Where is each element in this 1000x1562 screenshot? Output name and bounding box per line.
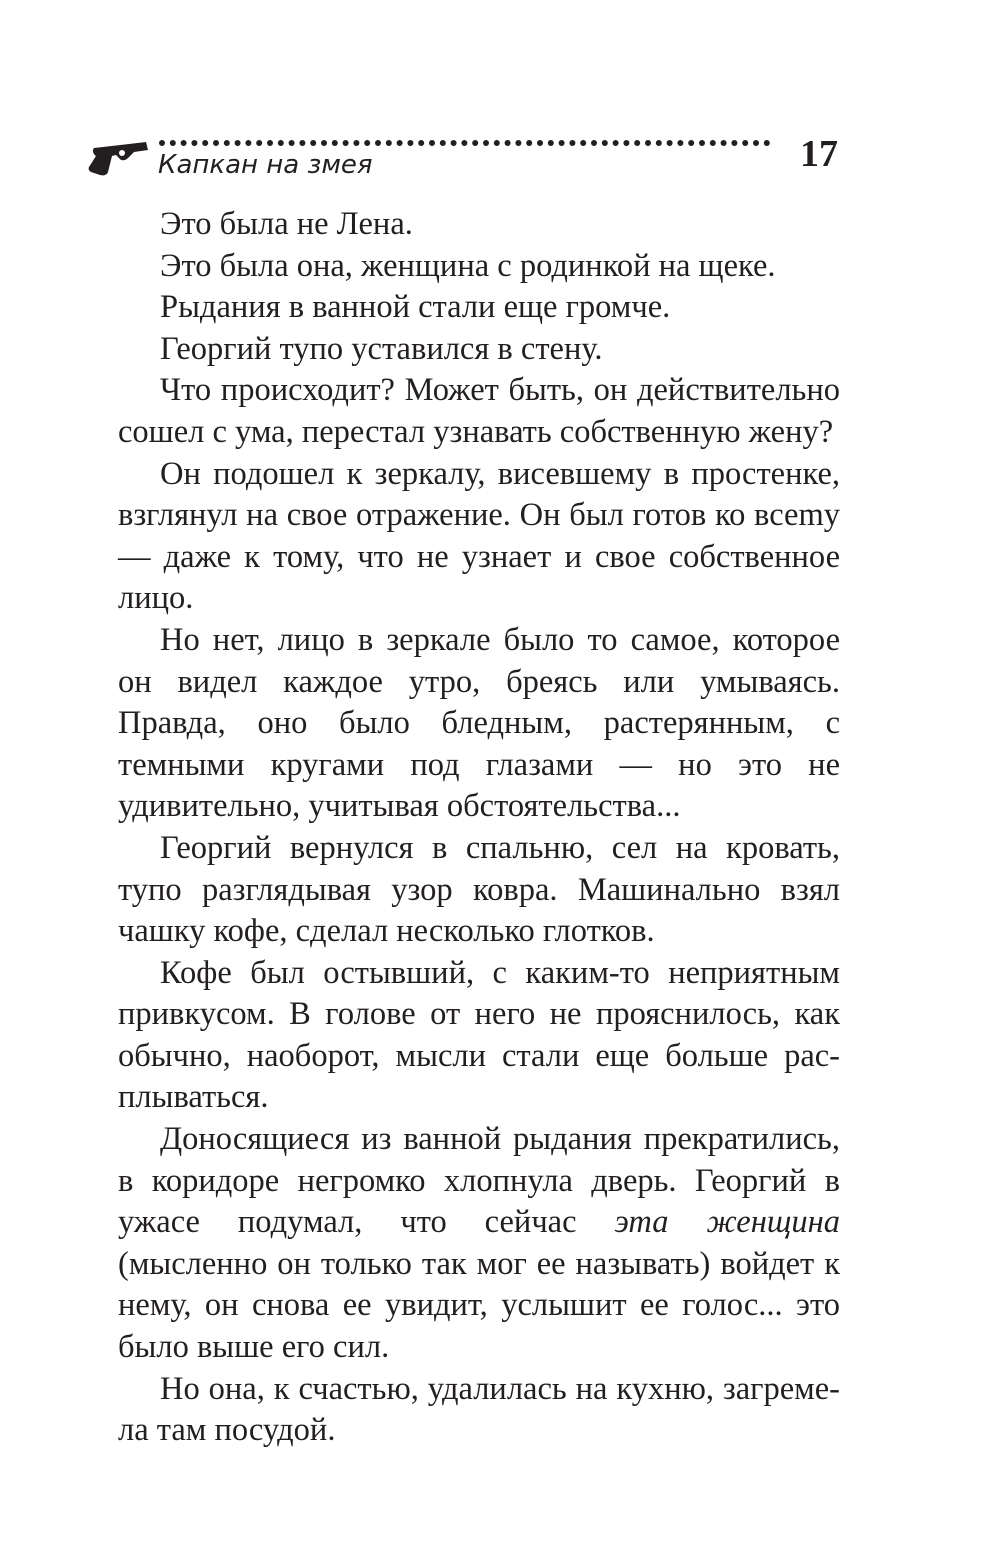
rule-dot	[332, 140, 338, 146]
rule-dot	[375, 140, 381, 146]
rule-dot	[364, 140, 370, 146]
rule-dot	[386, 140, 392, 146]
rule-dot	[483, 140, 489, 146]
paragraph: Рыдания в ванной стали еще громче.	[160, 289, 671, 326]
rule-dot	[742, 140, 748, 146]
paragraph: Георгий тупо уставился в стену.	[160, 330, 603, 367]
header-dotted-rule	[158, 138, 848, 148]
rule-dot	[634, 140, 640, 146]
rule-dot	[202, 140, 208, 146]
rule-dot	[299, 140, 305, 146]
rule-dot	[677, 140, 683, 146]
rule-dot	[181, 140, 187, 146]
rule-dot	[418, 140, 424, 146]
rule-dot	[289, 140, 295, 146]
rule-dot	[753, 140, 759, 146]
rule-dot	[710, 140, 716, 146]
rule-dot	[602, 140, 608, 146]
rule-dot	[353, 140, 359, 146]
rule-dot	[591, 140, 597, 146]
rule-dot	[537, 140, 543, 146]
rule-dot	[721, 140, 727, 146]
rule-dot	[321, 140, 327, 146]
rule-dot	[764, 140, 770, 146]
rule-dot	[494, 140, 500, 146]
paragraph: Это была она, женщина с родинкой на щеке.	[160, 247, 776, 284]
rule-dot	[580, 140, 586, 146]
rule-dot	[407, 140, 413, 146]
paragraph: Георгий вернулся в спальню, сел на кровать, тупо разглядывая узор ковра. Машинально взял чашку кофе, сделал несколько глотков.	[118, 829, 840, 950]
rule-dot	[559, 140, 565, 146]
rule-dot	[731, 140, 737, 146]
paragraph-text: (мысленно он только так мог ее называть) войдет к нему, он снова ее увидит, услышит ее голос... это было выше его сил.	[118, 1245, 840, 1366]
rule-dot	[548, 140, 554, 146]
rule-dot	[667, 140, 673, 146]
rule-dot	[472, 140, 478, 146]
rule-dot	[213, 140, 219, 146]
paragraph: Но она, к счастью, удалилась на кухню, загремела там посудой.	[118, 1370, 840, 1449]
emphasized-text: эта женщина	[614, 1204, 840, 1241]
rule-dot	[267, 140, 273, 146]
page-header	[88, 128, 848, 188]
paragraph: Он подошел к зеркалу, висевшему в простенке, взглянул на свое отражение. Он был готов ко всеmу — даже к тому, что не узнает и свое собственное лицо.	[118, 455, 840, 617]
rule-dot	[526, 140, 532, 146]
rule-dot	[440, 140, 446, 146]
rule-dot	[451, 140, 457, 146]
body-text	[118, 204, 840, 1452]
page-number: 17	[800, 133, 838, 175]
rule-dot	[224, 140, 230, 146]
rule-dot	[256, 140, 262, 146]
paragraph	[118, 1119, 840, 1369]
rule-dot	[235, 140, 241, 146]
rule-dot	[699, 140, 705, 146]
rule-dot	[397, 140, 403, 146]
rule-dot	[569, 140, 575, 146]
paragraph: Кофе был остывший, с каким-то неприятным привкусом. В голове от него не прояснилось, как обычно, наоборот, мысли стали еще больше расплываться.	[118, 954, 840, 1116]
rule-dot	[278, 140, 284, 146]
paragraph: Но нет, лицо в зеркале было то самое, которое он видел каждое утро, бреясь или умываясь. Правда, оно было бледным, растерянным, с темными кругами под глазами — но это не удивительно, учитывая обстоятельства...	[118, 621, 840, 825]
revolver-icon	[88, 134, 150, 176]
rule-dot	[688, 140, 694, 146]
rule-dot	[159, 140, 165, 146]
paragraph: Это была не Лена.	[160, 206, 413, 242]
rule-dot	[170, 140, 176, 146]
rule-dot	[645, 140, 651, 146]
rule-dot	[515, 140, 521, 146]
rule-dot	[505, 140, 511, 146]
paragraph-text: Доносящиеся из ванной рыдания прекратились, в коридоре негромко хлопнула дверь. Георгий в ужасе подумал, что сейчас	[118, 1121, 840, 1241]
running-title: Капкан на змея	[158, 150, 373, 180]
rule-dot	[310, 140, 316, 146]
rule-dot	[613, 140, 619, 146]
paragraph: Что происходит? Может быть, он действительно сошел с ума, перестал узнавать собственную жену?	[118, 372, 840, 450]
rule-dot	[429, 140, 435, 146]
rule-dot	[343, 140, 349, 146]
rule-dot	[191, 140, 197, 146]
rule-dot	[461, 140, 467, 146]
rule-dot	[623, 140, 629, 146]
rule-dot	[245, 140, 251, 146]
rule-dot	[656, 140, 662, 146]
